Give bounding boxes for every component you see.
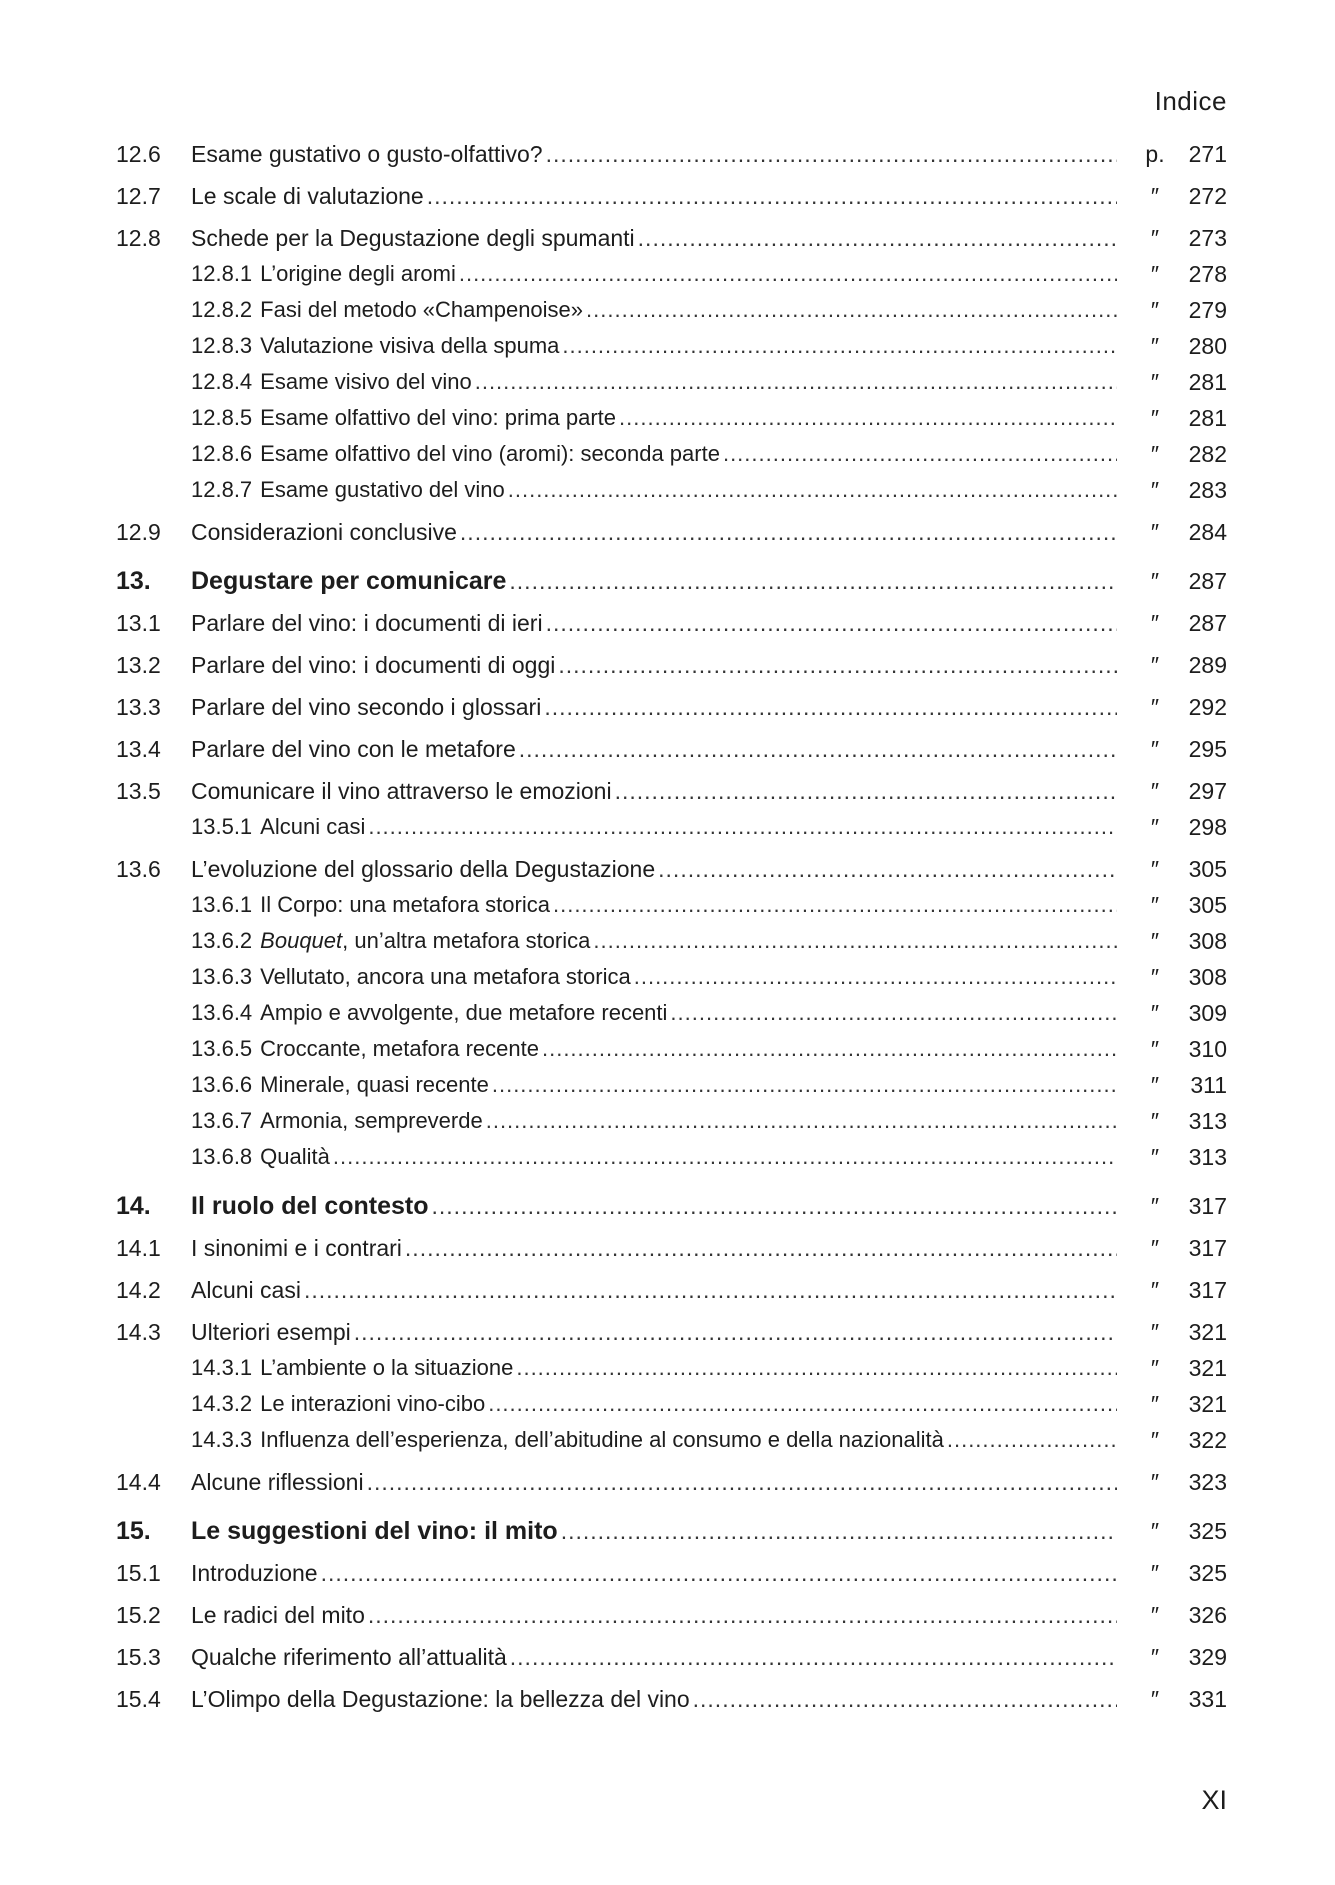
toc-title-line: [191, 1514, 1117, 1548]
toc-title-line: [191, 1189, 1117, 1223]
toc-title-line: [191, 1315, 1117, 1349]
toc-page: 321: [1188, 1355, 1227, 1381]
dot-leader: [723, 437, 1117, 471]
toc-entry: [0, 606, 1335, 640]
toc-title: Parlare del vino secondo i glossari: [191, 694, 542, 720]
toc-page: 289: [1188, 652, 1227, 678]
toc-entry: [0, 1315, 1335, 1349]
page-mark: ″: [1150, 1000, 1160, 1026]
toc-title: Schede per la Degustazione degli spumanti: [191, 225, 635, 251]
toc-title-line: [191, 515, 1117, 549]
toc-title: Ulteriori esempi: [191, 1319, 351, 1345]
toc-title-line: [191, 1273, 1117, 1307]
toc-page: 313: [1188, 1144, 1227, 1170]
dot-leader: [321, 1556, 1117, 1590]
toc-title-line: [191, 648, 1117, 682]
toc-entry: [0, 437, 1335, 471]
toc-title: Esame gustativo del vino: [260, 477, 505, 502]
page-mark: ″: [1150, 1391, 1160, 1417]
dot-leader: [693, 1682, 1117, 1716]
toc-title: Esame gustativo o gusto-olfattivo?: [191, 141, 543, 167]
toc-title-line: [191, 888, 1117, 922]
toc-page: 325: [1188, 1560, 1227, 1586]
toc-page: 313: [1188, 1108, 1227, 1134]
page-mark: ″: [1150, 1277, 1160, 1303]
dot-leader: [519, 732, 1117, 766]
dot-leader: [459, 257, 1117, 291]
toc-page: 280: [1188, 333, 1227, 359]
toc-page: 283: [1188, 477, 1227, 503]
toc-title-line: [191, 1682, 1117, 1716]
dot-leader: [553, 888, 1117, 922]
toc-title: Le scale di valutazione: [191, 183, 424, 209]
page-mark: ″: [1150, 814, 1160, 840]
page-mark: ″: [1150, 1518, 1160, 1544]
toc-title: I sinonimi e i contrari: [191, 1235, 402, 1261]
dot-leader: [542, 1032, 1117, 1066]
toc-title-line: [191, 437, 1117, 471]
page-mark: ″: [1150, 405, 1160, 431]
toc-page: 321: [1188, 1391, 1227, 1417]
page-mark: ″: [1150, 441, 1160, 467]
toc-number: 14.3: [116, 1319, 161, 1345]
toc-title-line: [191, 996, 1117, 1030]
toc-entry: [0, 690, 1335, 724]
toc-page: 287: [1188, 568, 1227, 594]
dot-leader: [546, 137, 1117, 171]
toc-number: 13.3: [116, 694, 161, 720]
dot-leader: [947, 1423, 1117, 1457]
toc-page: 317: [1188, 1193, 1227, 1219]
toc-title-line: [191, 1231, 1117, 1265]
toc-title-italic: Bouquet: [260, 928, 343, 953]
toc-number: 12.8.5: [191, 405, 253, 430]
page-mark: p.: [1145, 141, 1165, 167]
toc-title-line: [191, 1140, 1117, 1174]
toc-page: 297: [1188, 778, 1227, 804]
toc-page: 272: [1188, 183, 1227, 209]
toc-title-line: [191, 1465, 1117, 1499]
toc-title: Le radici del mito: [191, 1602, 365, 1628]
toc-title: Valutazione visiva della spuma: [260, 333, 560, 358]
toc-title: Armonia, sempreverde: [260, 1108, 483, 1133]
dot-leader: [546, 606, 1117, 640]
dot-leader: [658, 852, 1117, 886]
toc-page: 287: [1188, 610, 1227, 636]
page-mark: ″: [1150, 694, 1160, 720]
page-mark: ″: [1150, 1235, 1160, 1261]
toc-title-line: [191, 774, 1117, 808]
toc-entry: [0, 1598, 1335, 1632]
dot-leader: [368, 1598, 1117, 1632]
toc-page: 322: [1188, 1427, 1227, 1453]
page-mark: ″: [1150, 1427, 1160, 1453]
dot-leader: [634, 960, 1117, 994]
page-mark: ″: [1150, 568, 1160, 594]
page-mark: ″: [1150, 477, 1160, 503]
toc-title: Comunicare il vino attraverso le emozioni: [191, 778, 612, 804]
dot-leader: [508, 473, 1117, 507]
toc-title-line: [191, 329, 1117, 363]
toc-page: 311: [1190, 1072, 1227, 1098]
dot-leader: [486, 1104, 1117, 1138]
toc-entry: [0, 401, 1335, 435]
dot-leader: [615, 774, 1117, 808]
toc-title: Considerazioni conclusive: [191, 519, 457, 545]
toc-page: 281: [1188, 369, 1227, 395]
toc-entry: [0, 1032, 1335, 1066]
toc-number: 12.8.2: [191, 297, 253, 322]
toc-number: 14.2: [116, 1277, 161, 1303]
toc-title-line: [191, 1351, 1117, 1385]
dot-leader: [427, 179, 1117, 213]
toc-page: 323: [1188, 1469, 1227, 1495]
dot-leader: [561, 1514, 1117, 1548]
toc-title-line: [191, 732, 1117, 766]
toc-page: 317: [1188, 1277, 1227, 1303]
toc-title: Esame olfattivo del vino (aromi): seconda parte: [260, 441, 720, 466]
toc-title-line: [191, 1387, 1117, 1421]
toc-title: Qualche riferimento all’attualità: [191, 1644, 507, 1670]
toc-entry: [0, 810, 1335, 844]
toc-title: Parlare del vino: i documenti di ieri: [191, 610, 543, 636]
toc-entry: [0, 365, 1335, 399]
toc-title-line: [191, 1598, 1117, 1632]
toc-title: Vellutato, ancora una metafora storica: [260, 964, 631, 989]
toc-entry: [0, 732, 1335, 766]
toc-number: 12.9: [116, 519, 161, 545]
toc-entry: [0, 996, 1335, 1030]
toc-entry: [0, 1231, 1335, 1265]
toc-number: 12.6: [116, 141, 161, 167]
toc-title-line: [191, 473, 1117, 507]
toc-number: 14.1: [116, 1235, 161, 1261]
toc-number: 13.6.7: [191, 1108, 253, 1133]
toc-title: Introduzione: [191, 1560, 318, 1586]
toc-title: Minerale, quasi recente: [260, 1072, 489, 1097]
dot-leader: [354, 1315, 1117, 1349]
toc-title-line: [191, 1104, 1117, 1138]
toc-title-line: [191, 606, 1117, 640]
toc-page: 279: [1188, 297, 1227, 323]
toc-title-line: [191, 401, 1117, 435]
dot-leader: [670, 996, 1117, 1030]
toc-page: 305: [1188, 856, 1227, 882]
dot-leader: [304, 1273, 1117, 1307]
toc-title: Ampio e avvolgente, due metafore recenti: [260, 1000, 668, 1025]
toc-title-line: [191, 137, 1117, 171]
toc-number: 13.5.1: [191, 814, 253, 839]
toc-title-line: [191, 1068, 1117, 1102]
dot-leader: [593, 924, 1117, 958]
toc-title: Fasi del metodo «Champenoise»: [260, 297, 584, 322]
page-mark: ″: [1150, 778, 1160, 804]
toc-number: 12.8: [116, 225, 161, 251]
toc-number: 12.7: [116, 183, 161, 209]
toc-title: Alcune riflessioni: [191, 1469, 364, 1495]
toc-title-line: [191, 852, 1117, 886]
toc-entry: [0, 924, 1335, 958]
toc-entry: [0, 774, 1335, 808]
dot-leader: [516, 1351, 1117, 1385]
page-mark: ″: [1150, 261, 1160, 287]
dot-leader: [460, 515, 1117, 549]
toc-entry: [0, 1465, 1335, 1499]
page-mark: ″: [1150, 369, 1160, 395]
toc-title: Croccante, metafora recente: [260, 1036, 539, 1061]
toc-number: 12.8.3: [191, 333, 253, 358]
toc-number: 15.3: [116, 1644, 161, 1670]
toc-entry: [0, 1640, 1335, 1674]
toc-title-line: [191, 1423, 1117, 1457]
toc-page: 271: [1188, 141, 1227, 167]
toc-page: 321: [1188, 1319, 1227, 1345]
toc-page: 281: [1188, 405, 1227, 431]
toc-number: 12.8.7: [191, 477, 253, 502]
toc-entry: [0, 1387, 1335, 1421]
page-mark: ″: [1150, 736, 1160, 762]
toc-number: 13.6.4: [191, 1000, 253, 1025]
toc-entry: [0, 293, 1335, 327]
toc-entry: [0, 1423, 1335, 1457]
toc-title: Le interazioni vino-cibo: [260, 1391, 486, 1416]
toc-page: 292: [1188, 694, 1227, 720]
page-mark: ″: [1150, 183, 1160, 209]
dot-leader: [492, 1068, 1117, 1102]
page-mark: ″: [1150, 1644, 1160, 1670]
toc-entry: [0, 1682, 1335, 1716]
page-mark: ″: [1150, 1072, 1160, 1098]
toc-page: 310: [1188, 1036, 1227, 1062]
toc-title: Parlare del vino: i documenti di oggi: [191, 652, 556, 678]
page-mark: ″: [1150, 1469, 1160, 1495]
dot-leader: [432, 1189, 1117, 1223]
page-mark: ″: [1150, 1036, 1160, 1062]
toc-page: 329: [1188, 1644, 1227, 1670]
toc-number: 14.: [116, 1192, 151, 1220]
toc-title: L’Olimpo della Degustazione: la bellezza del vino: [191, 1686, 690, 1712]
dot-leader: [562, 329, 1117, 363]
toc-title-line: [191, 1556, 1117, 1590]
toc-number: 13.6.6: [191, 1072, 253, 1097]
toc-title: Il Corpo: una metafora storica: [260, 892, 550, 917]
toc-title-line: [191, 179, 1117, 213]
dot-leader: [638, 221, 1117, 255]
toc-number: 12.8.1: [191, 261, 253, 286]
page-mark: ″: [1150, 1144, 1160, 1170]
toc-title-line: [191, 257, 1117, 291]
toc-title-line: [191, 293, 1117, 327]
dot-leader: [544, 690, 1117, 724]
dot-leader: [509, 564, 1117, 598]
toc-title-line: [191, 1032, 1117, 1066]
dot-leader: [488, 1387, 1117, 1421]
toc-number: 15.1: [116, 1560, 161, 1586]
toc-page: 284: [1188, 519, 1227, 545]
toc-title: L’evoluzione del glossario della Degustazione: [191, 856, 656, 882]
page-mark: ″: [1150, 1108, 1160, 1134]
toc-number: 13.1: [116, 610, 161, 636]
toc-number: 13.6.2: [191, 928, 253, 953]
dot-leader: [586, 293, 1117, 327]
toc-page: 295: [1188, 736, 1227, 762]
toc-title: Influenza dell’esperienza, dell’abitudine al consumo e della nazionalità: [260, 1427, 944, 1452]
toc-entry: [0, 1140, 1335, 1174]
toc-page: 308: [1188, 928, 1227, 954]
toc-title-line: [191, 564, 1117, 598]
toc-title: Il ruolo del contesto: [191, 1192, 429, 1220]
toc-number: 13.: [116, 567, 151, 595]
toc-number: 14.3.3: [191, 1427, 253, 1452]
toc-entry: [0, 1273, 1335, 1307]
dot-leader: [333, 1140, 1117, 1174]
page-number: XI: [1201, 1785, 1227, 1815]
toc-title-line: [191, 221, 1117, 255]
dot-leader: [405, 1231, 1117, 1265]
toc-number: 15.: [116, 1517, 151, 1545]
toc-page: 317: [1188, 1235, 1227, 1261]
page-mark: ″: [1150, 652, 1160, 678]
toc-title-rest: , un’altra metafora storica: [342, 928, 591, 953]
toc-entry: [0, 564, 1335, 598]
toc-title-line: [191, 365, 1117, 399]
toc-title: Alcuni casi: [191, 1277, 301, 1303]
running-header: Indice: [1154, 86, 1227, 116]
page-mark: ″: [1150, 1319, 1160, 1345]
dot-leader: [367, 1465, 1117, 1499]
toc-title-line: [191, 924, 1117, 958]
page-mark: ″: [1150, 892, 1160, 918]
toc-entry: [0, 257, 1335, 291]
page-mark: ″: [1150, 610, 1160, 636]
dot-leader: [619, 401, 1117, 435]
toc-entry: [0, 515, 1335, 549]
dot-leader: [368, 810, 1117, 844]
toc-title-line: [191, 960, 1117, 994]
toc-entry: [0, 852, 1335, 886]
toc-entry: [0, 888, 1335, 922]
page-mark: ″: [1150, 964, 1160, 990]
toc-entry: [0, 1104, 1335, 1138]
toc-entry: [0, 137, 1335, 171]
toc-entry: [0, 473, 1335, 507]
toc-page: 309: [1188, 1000, 1227, 1026]
toc-entry: [0, 1189, 1335, 1223]
toc-title: Qualità: [260, 1144, 330, 1169]
toc-title: L’origine degli aromi: [260, 261, 456, 286]
toc-title: [260, 924, 590, 958]
toc-number: 13.2: [116, 652, 161, 678]
toc-page: 282: [1188, 441, 1227, 467]
page-mark: ″: [1150, 1560, 1160, 1586]
toc-page: 331: [1188, 1686, 1227, 1712]
toc-number: 13.6.8: [191, 1144, 253, 1169]
toc-entry: [0, 1351, 1335, 1385]
toc-page: 298: [1188, 814, 1227, 840]
toc-number: 13.6.1: [191, 892, 253, 917]
page-mark: ″: [1150, 333, 1160, 359]
toc-title: Le suggestioni del vino: il mito: [191, 1517, 558, 1545]
toc-title-line: [191, 690, 1117, 724]
toc-page: 325: [1188, 1518, 1227, 1544]
page-mark: ″: [1150, 225, 1160, 251]
toc-entry: [0, 1556, 1335, 1590]
toc-page: 273: [1188, 225, 1227, 251]
toc-entry: [0, 648, 1335, 682]
toc-entry: [0, 960, 1335, 994]
toc-title: Esame visivo del vino: [260, 369, 472, 394]
toc-entry: [0, 1514, 1335, 1548]
toc-number: 14.3.1: [191, 1355, 253, 1380]
page-mark: ″: [1150, 519, 1160, 545]
dot-leader: [558, 648, 1117, 682]
toc-title: Alcuni casi: [260, 814, 366, 839]
toc-page: 308: [1188, 964, 1227, 990]
page-mark: ″: [1150, 1355, 1160, 1381]
toc-number: 15.2: [116, 1602, 161, 1628]
page-mark: ″: [1150, 928, 1160, 954]
toc-title: Degustare per comunicare: [191, 567, 507, 595]
toc-number: 12.8.6: [191, 441, 253, 466]
toc-number: 14.4: [116, 1469, 161, 1495]
toc-number: 13.6: [116, 856, 161, 882]
toc-number: 12.8.4: [191, 369, 253, 394]
toc-entry: [0, 179, 1335, 213]
toc-number: 13.6.5: [191, 1036, 253, 1061]
toc-page: 326: [1188, 1602, 1227, 1628]
toc-number: 13.5: [116, 778, 161, 804]
toc-number: 15.4: [116, 1686, 161, 1712]
toc-page: 305: [1188, 892, 1227, 918]
toc-title: L’ambiente o la situazione: [260, 1355, 514, 1380]
toc-entry: [0, 1068, 1335, 1102]
page-mark: ″: [1150, 1686, 1160, 1712]
toc-title: Esame olfattivo del vino: prima parte: [260, 405, 617, 430]
toc-entry: [0, 329, 1335, 363]
toc-number: 13.4: [116, 736, 161, 762]
toc-title: Parlare del vino con le metafore: [191, 736, 516, 762]
page-mark: ″: [1150, 1193, 1160, 1219]
toc-entry: [0, 221, 1335, 255]
page-mark: ″: [1150, 856, 1160, 882]
page-mark: ″: [1150, 1602, 1160, 1628]
toc-page: 278: [1188, 261, 1227, 287]
toc-title-line: [191, 1640, 1117, 1674]
dot-leader: [475, 365, 1117, 399]
page-mark: ″: [1150, 297, 1160, 323]
toc-title-line: [191, 810, 1117, 844]
dot-leader: [510, 1640, 1117, 1674]
toc-number: 13.6.3: [191, 964, 253, 989]
toc-number: 14.3.2: [191, 1391, 253, 1416]
